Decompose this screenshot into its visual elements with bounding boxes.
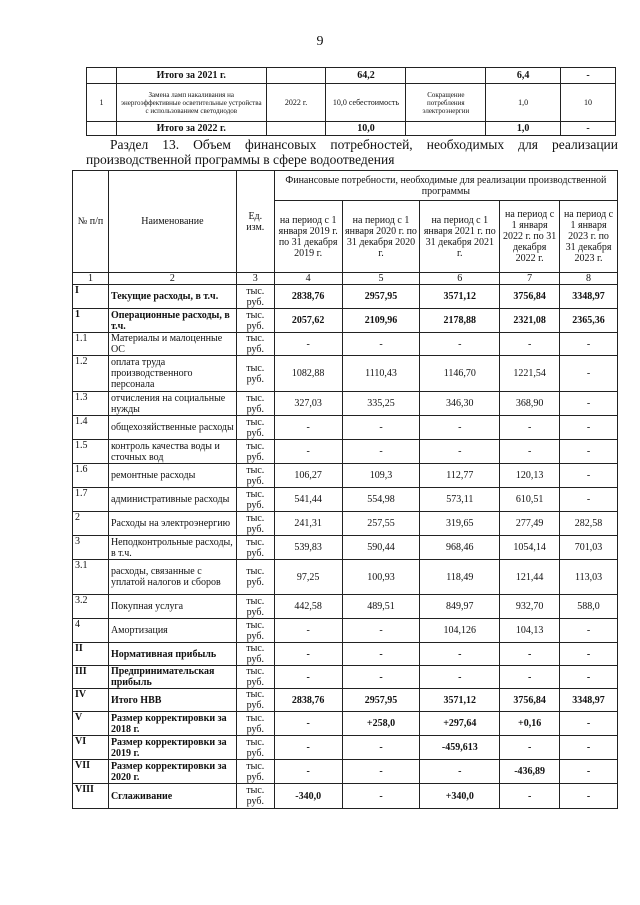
row-num: III: [73, 666, 109, 689]
row-value: 335,25: [342, 392, 420, 416]
row-num: IV: [73, 689, 109, 712]
row-name: Нормативная прибыль: [108, 643, 236, 666]
table-row: [73, 512, 618, 536]
row-value: -: [560, 784, 618, 809]
table-row: [73, 536, 618, 560]
row-unit: тыс. руб.: [236, 309, 274, 333]
row-name: ремонтные расходы: [108, 464, 236, 488]
row-name: Размер корректировки за 2018 г.: [108, 712, 236, 736]
measure-row: [87, 68, 616, 84]
row-unit: тыс. руб.: [236, 712, 274, 736]
row-value: -: [342, 643, 420, 666]
header-period: на период с 1 января 2020 г. по 31 декабря 2020 г.: [342, 201, 420, 273]
measure-row: [87, 84, 616, 122]
measure-cell: 64,2: [326, 68, 406, 84]
row-value: -: [342, 333, 420, 356]
row-unit: тыс. руб.: [236, 619, 274, 643]
row-unit: тыс. руб.: [236, 595, 274, 619]
measure-cell: 10,0 себестоимость: [326, 84, 406, 122]
header-period: на период с 1 января 2021 г. по 31 декабря 2021 г.: [420, 201, 500, 273]
row-unit: тыс. руб.: [236, 689, 274, 712]
measure-cell: -: [561, 68, 616, 84]
row-value: 112,77: [420, 464, 500, 488]
table-row: [73, 416, 618, 440]
row-unit: тыс. руб.: [236, 392, 274, 416]
row-value: -: [560, 464, 618, 488]
row-value: 932,70: [500, 595, 560, 619]
row-value: -: [560, 440, 618, 464]
column-number: 6: [420, 273, 500, 285]
row-value: -: [560, 712, 618, 736]
page-number: 9: [316, 34, 324, 49]
row-value: 1082,88: [274, 356, 342, 392]
row-value: -: [274, 619, 342, 643]
row-unit: тыс. руб.: [236, 760, 274, 784]
row-value: 2109,96: [342, 309, 420, 333]
row-value: 319,65: [420, 512, 500, 536]
row-unit: тыс. руб.: [236, 643, 274, 666]
row-num: 4: [73, 619, 109, 643]
table-row: [73, 689, 618, 712]
row-value: -: [500, 784, 560, 809]
row-num: V: [73, 712, 109, 736]
row-value: 442,58: [274, 595, 342, 619]
header-unit: Ед. изм.: [236, 171, 274, 273]
row-name: Сглаживание: [108, 784, 236, 809]
row-value: 573,11: [420, 488, 500, 512]
row-value: 3571,12: [420, 285, 500, 309]
row-value: -: [274, 440, 342, 464]
row-value: -: [342, 666, 420, 689]
row-value: 3348,97: [560, 285, 618, 309]
row-name: Материалы и малоценные ОС: [108, 333, 236, 356]
row-name: оплата труда производственного персонала: [108, 356, 236, 392]
row-value: 3571,12: [420, 689, 500, 712]
row-value: -: [342, 619, 420, 643]
header-period: на период с 1 января 2023 г. по 31 декабря 2023 г.: [560, 201, 618, 273]
row-value: -: [560, 619, 618, 643]
row-value: -: [560, 760, 618, 784]
row-value: 489,51: [342, 595, 420, 619]
top-measures-table: [86, 67, 616, 136]
header-name: Наименование: [108, 171, 236, 273]
header-period: на период с 1 января 2019 г. по 31 декабря 2019 г.: [274, 201, 342, 273]
table-row: [73, 643, 618, 666]
row-value: 109,3: [342, 464, 420, 488]
row-value: 100,93: [342, 560, 420, 595]
row-value: 2178,88: [420, 309, 500, 333]
row-value: +297,64: [420, 712, 500, 736]
row-name: отчисления на социальные нужды: [108, 392, 236, 416]
measure-cell: Итого за 2021 г.: [116, 68, 266, 84]
measure-cell: [406, 122, 486, 136]
table-row: [73, 356, 618, 392]
row-value: -: [420, 333, 500, 356]
row-value: -: [500, 440, 560, 464]
row-value: 1146,70: [420, 356, 500, 392]
row-value: 104,126: [420, 619, 500, 643]
row-value: -: [420, 760, 500, 784]
row-unit: тыс. руб.: [236, 536, 274, 560]
row-name: Покупная услуга: [108, 595, 236, 619]
row-num: 1.4: [73, 416, 109, 440]
column-number: 4: [274, 273, 342, 285]
table-row: [73, 464, 618, 488]
row-value: -: [342, 784, 420, 809]
row-value: -: [274, 416, 342, 440]
row-name: Расходы на электроэнергию: [108, 512, 236, 536]
row-value: 849,97: [420, 595, 500, 619]
row-value: 327,03: [274, 392, 342, 416]
row-name: общехозяйственные расходы: [108, 416, 236, 440]
row-num: VIII: [73, 784, 109, 809]
row-name: Неподконтрольные расходы, в т.ч.: [108, 536, 236, 560]
row-value: -: [420, 643, 500, 666]
row-value: -: [560, 666, 618, 689]
row-value: 241,31: [274, 512, 342, 536]
row-value: 3348,97: [560, 689, 618, 712]
table-row: [73, 736, 618, 760]
row-value: -: [420, 440, 500, 464]
table-row: [73, 595, 618, 619]
measure-cell: Итого за 2022 г.: [116, 122, 266, 136]
table-row: [73, 560, 618, 595]
row-num: 1.5: [73, 440, 109, 464]
row-name: Размер корректировки за 2019 г.: [108, 736, 236, 760]
row-value: 590,44: [342, 536, 420, 560]
row-unit: тыс. руб.: [236, 560, 274, 595]
row-value: 2838,76: [274, 285, 342, 309]
row-name: контроль качества воды и сточных вод: [108, 440, 236, 464]
row-num: 3.1: [73, 560, 109, 595]
row-num: 1.1: [73, 333, 109, 356]
row-value: 104,13: [500, 619, 560, 643]
row-value: -340,0: [274, 784, 342, 809]
row-value: 554,98: [342, 488, 420, 512]
row-value: -: [560, 333, 618, 356]
row-num: 2: [73, 512, 109, 536]
row-value: 121,44: [500, 560, 560, 595]
row-unit: тыс. руб.: [236, 440, 274, 464]
measure-cell: 2022 г.: [266, 84, 326, 122]
row-value: -: [500, 333, 560, 356]
row-value: 610,51: [500, 488, 560, 512]
row-value: -: [560, 416, 618, 440]
column-number: 5: [342, 273, 420, 285]
row-value: 118,49: [420, 560, 500, 595]
row-num: 1: [73, 309, 109, 333]
column-number: 7: [500, 273, 560, 285]
table-row: [73, 440, 618, 464]
table-row: [73, 285, 618, 309]
measure-cell: Сокращение потребления электроэнергии: [406, 84, 486, 122]
row-value: -: [342, 440, 420, 464]
row-value: 701,03: [560, 536, 618, 560]
measure-cell: [87, 122, 117, 136]
row-value: 97,25: [274, 560, 342, 595]
table-row: [73, 488, 618, 512]
row-value: -: [420, 666, 500, 689]
measure-cell: 1,0: [486, 122, 561, 136]
row-value: -: [560, 392, 618, 416]
measure-row: [87, 122, 616, 136]
row-num: 1.7: [73, 488, 109, 512]
section-heading: Раздел 13. Объем финансовых потребностей, необходимых для реализации производственной программы в сфере водоотведения: [86, 137, 618, 167]
column-number: 2: [108, 273, 236, 285]
row-value: 277,49: [500, 512, 560, 536]
row-value: -: [500, 666, 560, 689]
row-value: -: [342, 736, 420, 760]
row-name: Итого НВВ: [108, 689, 236, 712]
row-value: -: [560, 356, 618, 392]
row-name: Амортизация: [108, 619, 236, 643]
row-value: 346,30: [420, 392, 500, 416]
row-num: I: [73, 285, 109, 309]
measure-cell: [266, 122, 326, 136]
row-value: -459,613: [420, 736, 500, 760]
row-value: 3756,84: [500, 285, 560, 309]
row-value: -436,89: [500, 760, 560, 784]
row-num: 3: [73, 536, 109, 560]
row-value: -: [274, 333, 342, 356]
row-value: 120,13: [500, 464, 560, 488]
measure-cell: [87, 68, 117, 84]
row-value: 2838,76: [274, 689, 342, 712]
row-value: 368,90: [500, 392, 560, 416]
measure-cell: [406, 68, 486, 84]
row-name: Предпринимательская прибыль: [108, 666, 236, 689]
row-value: -: [274, 643, 342, 666]
table-row: [73, 392, 618, 416]
row-value: +258,0: [342, 712, 420, 736]
row-value: 2957,95: [342, 689, 420, 712]
table-row: [73, 760, 618, 784]
row-value: -: [560, 488, 618, 512]
financial-needs-table: [72, 170, 618, 809]
row-unit: тыс. руб.: [236, 464, 274, 488]
row-value: 3756,84: [500, 689, 560, 712]
table-row: [73, 309, 618, 333]
row-value: -: [560, 736, 618, 760]
row-value: 2321,08: [500, 309, 560, 333]
row-value: 588,0: [560, 595, 618, 619]
row-name: административные расходы: [108, 488, 236, 512]
row-value: -: [274, 736, 342, 760]
measure-cell: 1: [87, 84, 117, 122]
row-num: VI: [73, 736, 109, 760]
row-value: -: [500, 736, 560, 760]
row-value: 2957,95: [342, 285, 420, 309]
row-value: +0,16: [500, 712, 560, 736]
row-unit: тыс. руб.: [236, 736, 274, 760]
row-value: 2057,62: [274, 309, 342, 333]
table-row: [73, 619, 618, 643]
measure-cell: Замена ламп накаливания на энергоэффективные осветительные устройства с использованием светодиодов: [116, 84, 266, 122]
table-row: [73, 712, 618, 736]
row-name: расходы, связанные с уплатой налогов и сборов: [108, 560, 236, 595]
row-value: +340,0: [420, 784, 500, 809]
row-value: 968,46: [420, 536, 500, 560]
table-row: [73, 666, 618, 689]
row-value: -: [560, 643, 618, 666]
row-num: 1.6: [73, 464, 109, 488]
row-value: -: [500, 416, 560, 440]
measure-cell: [266, 68, 326, 84]
row-unit: тыс. руб.: [236, 333, 274, 356]
table-row: [73, 784, 618, 809]
header-period: на период с 1 января 2022 г. по 31 декабря 2022 г.: [500, 201, 560, 273]
row-value: 257,55: [342, 512, 420, 536]
row-unit: тыс. руб.: [236, 416, 274, 440]
row-unit: тыс. руб.: [236, 666, 274, 689]
measure-cell: 10,0: [326, 122, 406, 136]
column-number: 1: [73, 273, 109, 285]
header-group: Финансовые потребности, необходимые для реализации производственной программы: [274, 171, 617, 201]
row-num: VII: [73, 760, 109, 784]
row-value: -: [274, 666, 342, 689]
row-name: Операционные расходы, в т.ч.: [108, 309, 236, 333]
row-num: 1.3: [73, 392, 109, 416]
row-value: 541,44: [274, 488, 342, 512]
column-number: 8: [560, 273, 618, 285]
measure-cell: 10: [561, 84, 616, 122]
row-value: -: [342, 760, 420, 784]
row-unit: тыс. руб.: [236, 285, 274, 309]
row-unit: тыс. руб.: [236, 488, 274, 512]
row-name: Размер корректировки за 2020 г.: [108, 760, 236, 784]
row-unit: тыс. руб.: [236, 356, 274, 392]
header-num: № п/п: [73, 171, 109, 273]
row-value: -: [420, 416, 500, 440]
row-unit: тыс. руб.: [236, 512, 274, 536]
row-value: 539,83: [274, 536, 342, 560]
row-name: Текущие расходы, в т.ч.: [108, 285, 236, 309]
row-num: 1.2: [73, 356, 109, 392]
row-value: 113,03: [560, 560, 618, 595]
row-value: -: [274, 760, 342, 784]
row-value: 1110,43: [342, 356, 420, 392]
measure-cell: -: [561, 122, 616, 136]
row-value: -: [342, 416, 420, 440]
row-value: 1221,54: [500, 356, 560, 392]
row-value: 1054,14: [500, 536, 560, 560]
row-value: -: [500, 643, 560, 666]
row-value: 282,58: [560, 512, 618, 536]
column-number: 3: [236, 273, 274, 285]
row-value: -: [274, 712, 342, 736]
measure-cell: 6,4: [486, 68, 561, 84]
row-value: 2365,36: [560, 309, 618, 333]
row-num: II: [73, 643, 109, 666]
row-num: 3.2: [73, 595, 109, 619]
row-unit: тыс. руб.: [236, 784, 274, 809]
table-row: [73, 333, 618, 356]
row-value: 106,27: [274, 464, 342, 488]
measure-cell: 1,0: [486, 84, 561, 122]
